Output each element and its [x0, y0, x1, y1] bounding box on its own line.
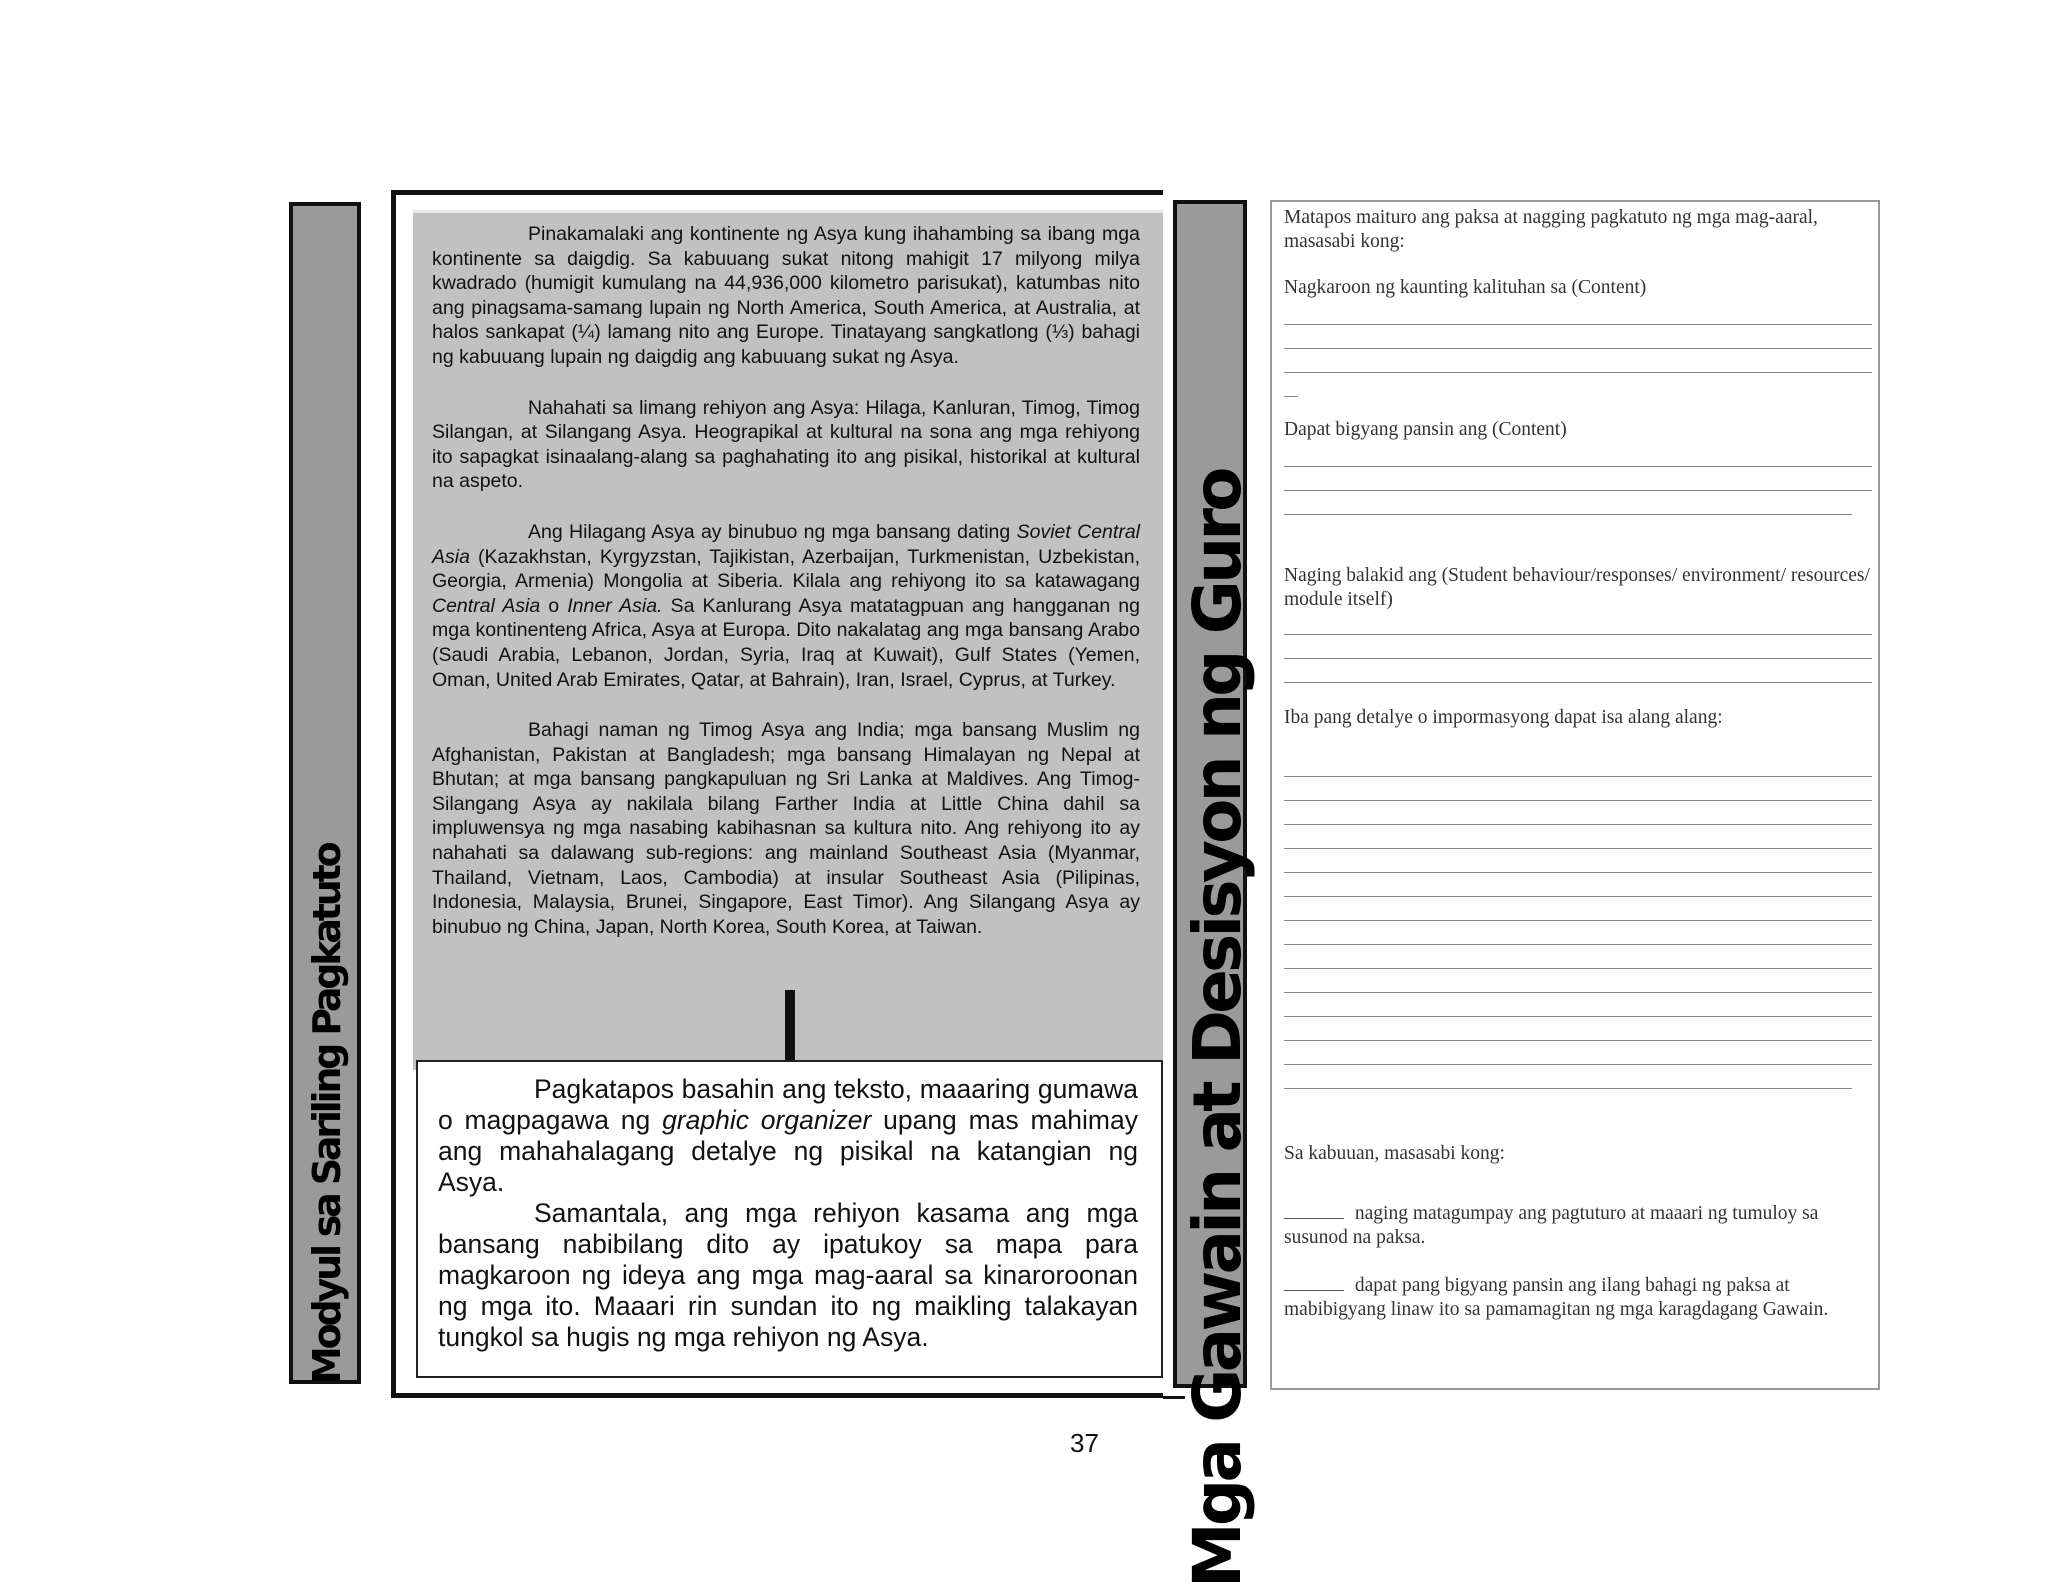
answer-line[interactable] — [1284, 1088, 1852, 1089]
paragraph-south-southeast-east-asia: Bahagi naman ng Timog Asya ang India; mga bansang Muslim ng Afghanistan, Pakistan at Bangladesh; mga bansang Himalayan ng Nepal at Bhutan; at mga bansang pangkapuluan ng Sri Lanka at Maldives. Ang Timog-Silangang Asya ay nakilala bilang Farther India at Little China dahil sa impluwensya ng mga nasabing kabihasnan sa kultura nito. Ang rehiyong ito ay nahahati sa dalawang sub-regions: ang mainland Southeast Asia (Myanmar, Thailand, Vietnam, Laos, Cambodia) at insular Southeast Asia (Pilipinas, Indonesia, Malaysia, Brunei, Singapore, East Timor). Ang Silangang Asya ay binubuo ng China, Japan, North Korea, South Korea, at Taiwan. — [432, 719, 1140, 938]
answer-line[interactable] — [1284, 872, 1872, 873]
answer-line[interactable] — [1284, 372, 1872, 373]
checkbox-blank[interactable] — [1284, 1202, 1344, 1219]
teacher-notes-form — [1270, 200, 1880, 1390]
notes-option-success: naging matagumpay ang pagtuturo at maaari ng tumuloy sa susunod na paksa. — [1284, 1203, 1819, 1248]
activity-box — [416, 1060, 1163, 1378]
answer-line[interactable] — [1284, 1040, 1872, 1041]
answer-line[interactable] — [1284, 920, 1872, 921]
answer-line[interactable] — [1284, 348, 1872, 349]
page-number: 37 — [1070, 1428, 1099, 1458]
notes-question-confusion: Nagkaroon ng kaunting kalituhan sa (Content) — [1284, 277, 1647, 298]
module-title-vertical: Modyul sa Sariling Pagkatuto — [305, 844, 349, 1384]
paragraph-five-regions: Nahahati sa limang rehiyon ang Asya: Hilaga, Kanluran, Timog, Timog Silangan, at Silangang Asya. Heograpikal at kultural na sona ang mga rehiyong ito sapagkat isinaalang-alang sa paghahating ito ang pisikal, historikal at kultural na aspeto. — [432, 396, 1140, 493]
answer-line[interactable] — [1284, 1064, 1872, 1065]
notes-question-other-details: Iba pang detalye o impormasyong dapat isa alang alang: — [1284, 707, 1723, 728]
notes-question-obstacles: Naging balakid ang (Student behaviour/responses/ environment/ resources/ module itself) — [1284, 565, 1870, 610]
answer-line[interactable] — [1284, 1016, 1872, 1017]
answer-line[interactable] — [1284, 634, 1872, 635]
right-sidebar-banner — [1173, 200, 1256, 1588]
left-sidebar-banner — [289, 202, 361, 1384]
answer-line[interactable] — [1284, 776, 1872, 777]
answer-line[interactable] — [1284, 992, 1872, 993]
answer-line[interactable] — [1284, 658, 1872, 659]
reading-text — [432, 222, 1140, 939]
teacher-section-title-vertical: Mga Gawain at Desisyon ng Guro — [1179, 470, 1256, 1588]
answer-line[interactable] — [1284, 968, 1872, 969]
answer-line[interactable] — [1284, 848, 1872, 849]
activity-paragraph-2: Samantala, ang mga rehiyon kasama ang mga bansang nabibilang dito ay ipatukoy sa mapa para magkaroon ng ideya ang mga mag-aaral sa kinaroroonan ng mga ito. Maaari rin sundan ito ng maikling talakayan tungkol sa hugis ng mga rehiyon ng Asya. — [438, 1198, 1138, 1352]
answer-line[interactable] — [1284, 514, 1852, 515]
answer-line[interactable] — [1284, 324, 1872, 325]
paragraph-asia-size: Pinakamalaki ang kontinente ng Asya kung ihahambing sa ibang mga kontinente sa daigdig. Sa kabuuang sukat nitong mahigit 17 milyong milya kwadrado (humigit kumulang na 44,936,000 kilometro parisukat), katumbas nito ang pinagsama-samang lupain ng North America, South America, at Australia, at halos sankapat (¼) lamang nito ang Europe. Tinatayang sangkatlong (⅓) bahagi ng kabuuang lupain ng daigdig ang kabuuang sukat ng Asya. — [432, 223, 1140, 368]
answer-line[interactable] — [1284, 824, 1872, 825]
notes-intro: Matapos maituro ang paksa at nagging pagkatuto ng mga mag-aaral, masasabi kong: — [1284, 207, 1818, 252]
notes-option-review: dapat pang bigyang pansin ang ilang bahagi ng paksa at mabibigyang linaw ito sa pamamagitan ng mga karagdagang Gawain. — [1284, 1275, 1829, 1320]
notes-summary-heading: Sa kabuuan, masasabi kong: — [1284, 1143, 1505, 1164]
activity-paragraph-1: Pagkatapos basahin ang teksto, maaaring gumawa o magpagawa ng graphic organizer upang mas mahimay ang mahahalagang detalye ng pisikal na katangian ng Asya. — [438, 1074, 1138, 1197]
answer-line[interactable] — [1284, 466, 1872, 467]
answer-line[interactable] — [1284, 396, 1298, 397]
answer-line[interactable] — [1284, 490, 1872, 491]
answer-line[interactable] — [1284, 944, 1872, 945]
connector-bar — [785, 990, 795, 1060]
checkbox-blank[interactable] — [1284, 1274, 1344, 1291]
answer-line[interactable] — [1284, 682, 1872, 683]
notes-question-attention: Dapat bigyang pansin ang (Content) — [1284, 419, 1567, 440]
paragraph-north-west-asia: Ang Hilagang Asya ay binubuo ng mga bansang dating Soviet Central Asia (Kazakhstan, Kyrgyzstan, Tajikistan, Azerbaijan, Turkmenistan, Uzbekistan, Georgia, Armenia) Mongolia at Siberia. Kilala ang rehiyong ito sa katawagang Central Asia o Inner Asia. Sa Kanlurang Asya matatagpuan ang hangganan ng mga kontinenteng Africa, Asya at Europa. Dito nakalatag ang mga bansang Arabo (Saudi Arabia, Lebanon, Jordan, Syria, Iraq at Kuwait), Gulf States (Yemen, Oman, United Arab Emirates, Qatar, at Bahrain), Iran, Israel, Cyprus, at Turkey. — [432, 520, 1140, 691]
answer-line[interactable] — [1284, 800, 1872, 801]
answer-line[interactable] — [1284, 896, 1872, 897]
